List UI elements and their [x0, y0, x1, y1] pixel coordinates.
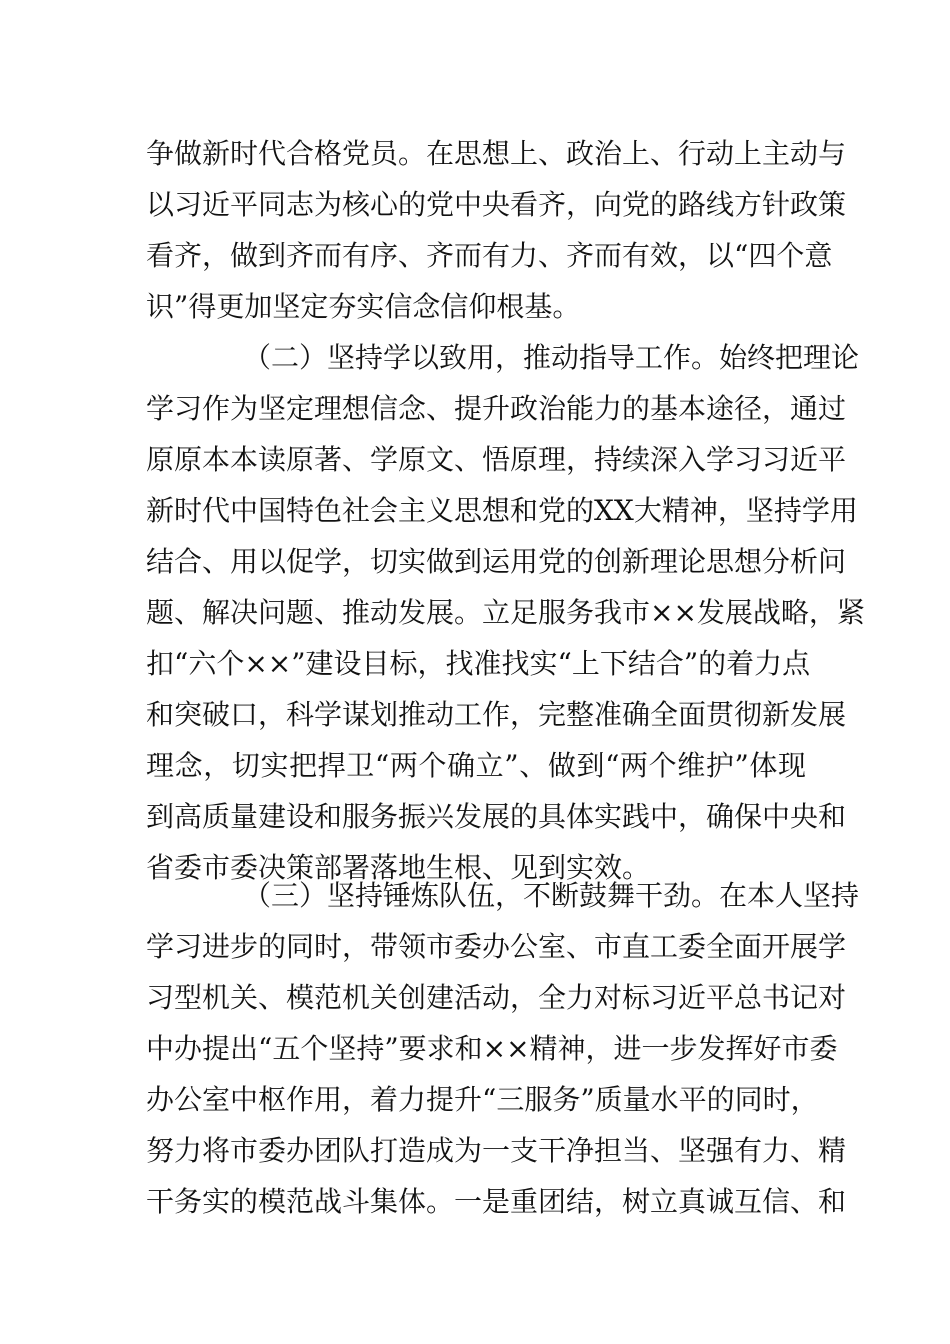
text-line: 干务实的模范战斗集体。一是重团结，树立真诚互信、和: [146, 1185, 847, 1218]
text-line: 原原本本读原著、学原文、悟原理，持续深入学习习近平: [146, 443, 847, 476]
text-line: 结合、用以促学，切实做到运用党的创新理论思想分析问: [146, 545, 847, 578]
text-line: 努力将市委办团队打造成为一支干净担当、坚强有力、精: [146, 1134, 847, 1167]
text-line: 理念，切实把捍卫“两个确立”、做到“两个维护”体现: [146, 749, 806, 782]
text-line: 争做新时代合格党员。在思想上、政治上、行动上主动与: [146, 137, 847, 170]
text-line: 以习近平同志为核心的党中央看齐，向党的路线方针政策: [146, 188, 847, 221]
text-line: 新时代中国特色社会主义思想和党的XX大精神，坚持学用: [146, 494, 858, 527]
text-line: 题、解决问题、推动发展。立足服务我市××发展战略，紧: [146, 596, 865, 629]
text-line: 识”得更加坚定夯实信念信仰根基。: [146, 290, 581, 323]
text-line: 办公室中枢作用，着力提升“三服务”质量水平的同时，: [146, 1083, 819, 1116]
text-line: 和突破口，科学谋划推动工作，完整准确全面贯彻新发展: [146, 698, 847, 731]
section-heading-line: （三）坚持锤炼队伍，不断鼓舞干劲。在本人坚持: [243, 879, 860, 912]
text-line: 学习进步的同时，带领市委办公室、市直工委全面开展学: [146, 930, 847, 963]
text-line: 省委市委决策部署落地生根、见到实效。: [146, 851, 651, 884]
text-line: 习型机关、模范机关创建活动，全力对标习近平总书记对: [146, 981, 847, 1014]
section-heading-line: （二）坚持学以致用，推动指导工作。始终把理论: [243, 341, 860, 374]
text-line: 扣“六个××”建设目标，找准找实“上下结合”的着力点: [146, 647, 811, 680]
text-line: 看齐，做到齐而有序、齐而有力、齐而有效，以“四个意: [146, 239, 833, 272]
text-line: 到高质量建设和服务振兴发展的具体实践中，确保中央和: [146, 800, 847, 833]
text-line: 学习作为坚定理想信念、提升政治能力的基本途径，通过: [146, 392, 847, 425]
text-line: 中办提出“五个坚持”要求和××精神，进一步发挥好市委: [146, 1032, 838, 1065]
